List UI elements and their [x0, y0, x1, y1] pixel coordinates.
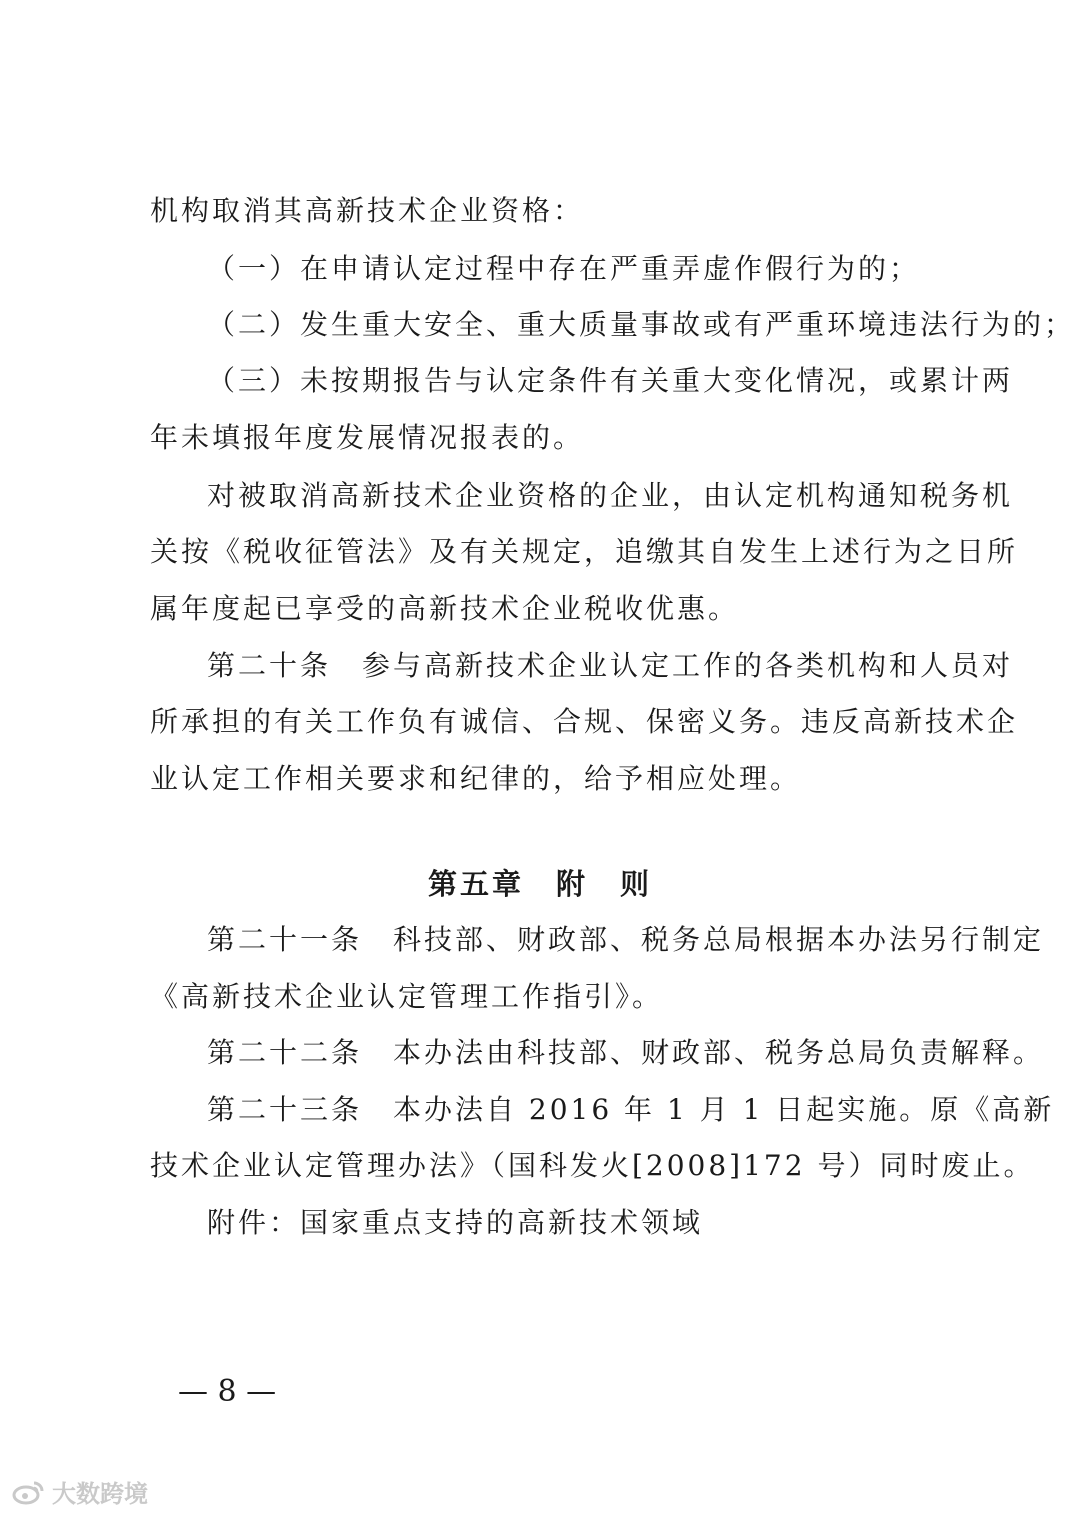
- body-line: 所承担的有关工作负有诚信、合规、保密义务。违反高新技术企: [150, 705, 1019, 738]
- attachment-line: 附件：国家重点支持的高新技术领域: [207, 1206, 704, 1239]
- body-line: （三）未按期报告与认定条件有关重大变化情况，或累计两: [207, 364, 1014, 397]
- watermark: [12, 1474, 148, 1509]
- article-line: 第二十二条 本办法由科技部、财政部、税务总局负责解释。: [207, 1036, 1045, 1069]
- body-line: （二）发生重大安全、重大质量事故或有严重环境违法行为的；: [207, 308, 1076, 341]
- body-line: 关按《税收征管法》及有关规定，追缴其自发生上述行为之日所: [150, 535, 1019, 568]
- body-line: 属年度起已享受的高新技术企业税收优惠。: [150, 592, 740, 625]
- body-line: 业认定工作相关要求和纪律的，给予相应处理。: [150, 762, 802, 795]
- article-line: 第二十一条 科技部、财政部、税务总局根据本办法另行制定: [207, 923, 1045, 956]
- body-line: 年未填报年度发展情况报表的。: [150, 421, 585, 454]
- page-number: — 8 —: [178, 1374, 277, 1409]
- weibo-logo-icon: [12, 1479, 46, 1505]
- article-line: 技术企业认定管理办法》（国科发火[2008]172 号）同时废止。: [150, 1149, 1035, 1182]
- body-line: 对被取消高新技术企业资格的企业，由认定机构通知税务机: [207, 479, 1014, 512]
- body-line: （一）在申请认定过程中存在严重弄虚作假行为的；: [207, 252, 921, 285]
- article-line: 第二十三条 本办法自 2016 年 1 月 1 日起实施。原《高新: [207, 1093, 1055, 1126]
- body-line: 机构取消其高新技术企业资格：: [150, 194, 585, 227]
- article-line: 《高新技术企业认定管理工作指引》。: [150, 980, 664, 1013]
- chapter-heading: 第五章 附 则: [427, 867, 652, 901]
- watermark-text: 大数跨境: [52, 1480, 148, 1508]
- body-line: 第二十条 参与高新技术企业认定工作的各类机构和人员对: [207, 649, 1014, 682]
